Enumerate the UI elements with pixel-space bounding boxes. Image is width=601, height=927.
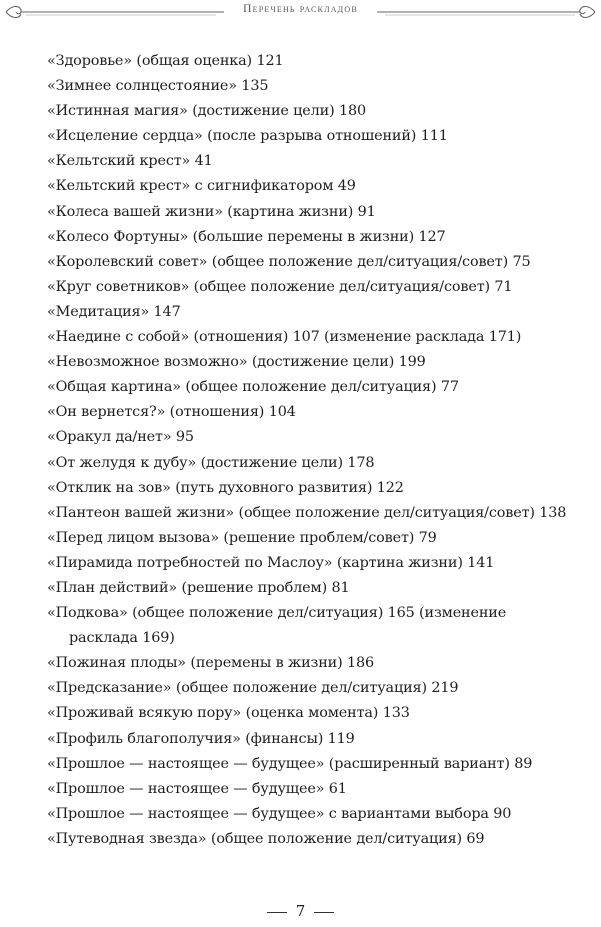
list-item: «Наедине с собой» (отношения) 107 (изменение расклада 171) [47, 329, 522, 346]
list-item: «Невозможное возможно» (достижение цели) 199 [47, 354, 426, 371]
page-number: 7 [295, 902, 306, 920]
header-title: Перечень раскладов [243, 3, 358, 15]
list-item: «Кельтский крест» с сигнификатором 49 [47, 178, 356, 195]
list-item: «Здоровье» (общая оценка) 121 [47, 53, 284, 69]
list-item: «Кельтский крест» 41 [47, 153, 213, 170]
list-item: «Прошлое — настоящее — будущее» 61 [47, 780, 347, 797]
list-item: «Оракул да/нет» 95 [47, 429, 194, 446]
spread-list [47, 49, 567, 852]
list-item: «Исцеление сердца» (после разрыва отношений) 111 [47, 128, 448, 145]
list-item: «Пожиная плоды» (перемены в жизни) 186 [47, 655, 375, 672]
list-item: «Медитация» 147 [47, 303, 181, 320]
list-item: «Общая картина» (общее положение дел/ситуация) 77 [47, 379, 459, 396]
list-item: «Перед лицом вызова» (решение проблем/совет) 79 [47, 529, 437, 546]
list-item: «Зимнее солнцестояние» 135 [47, 78, 269, 95]
list-item: «План действий» (решение проблем) 81 [47, 579, 350, 596]
list-item: «Прошлое — настоящее — будущее» (расширенный вариант) 89 [47, 755, 533, 772]
footer-dash-right [314, 912, 334, 913]
right-ornament-icon [372, 2, 597, 22]
list-item: «Пантеон вашей жизни» (общее положение дел/ситуация/совет) 138 [47, 504, 567, 521]
list-item: «Круг советников» (общее положение дел/ситуация/совет) 71 [47, 278, 513, 295]
list-item: «Истинная магия» (достижение цели) 180 [47, 103, 366, 120]
list-item: «Колеса вашей жизни» (картина жизни) 91 [47, 203, 376, 220]
list-item: «От желудя к дубу» (достижение цели) 178 [47, 454, 375, 471]
list-item: «Королевский совет» (общее положение дел/ситуация/совет) 75 [47, 253, 531, 270]
running-header [0, 0, 601, 24]
list-item: «Путеводная звезда» (общее положение дел/ситуация) 69 [47, 830, 485, 847]
footer-dash-left [267, 912, 287, 913]
list-item: «Пирамида потребностей по Маслоу» (картина жизни) 141 [47, 554, 495, 571]
list-item: «Проживай всякую пору» (оценка момента) 133 [47, 705, 410, 722]
list-item: «Подкова» (общее положение дел/ситуация) 165 (изменение расклада 169) [47, 605, 507, 647]
list-item: «Он вернется?» (отношения) 104 [47, 404, 296, 421]
list-item: «Профиль благополучия» (финансы) 119 [47, 730, 355, 747]
page-footer [0, 902, 601, 920]
list-item: «Отклик на зов» (путь духовного развития) 122 [47, 479, 404, 496]
list-item: «Колесо Фортуны» (большие перемены в жизни) 127 [47, 228, 446, 245]
list-item: «Прошлое — настоящее — будущее» с вариантами выбора 90 [47, 805, 512, 822]
list-item: «Предсказание» (общее положение дел/ситуация) 219 [47, 680, 459, 697]
